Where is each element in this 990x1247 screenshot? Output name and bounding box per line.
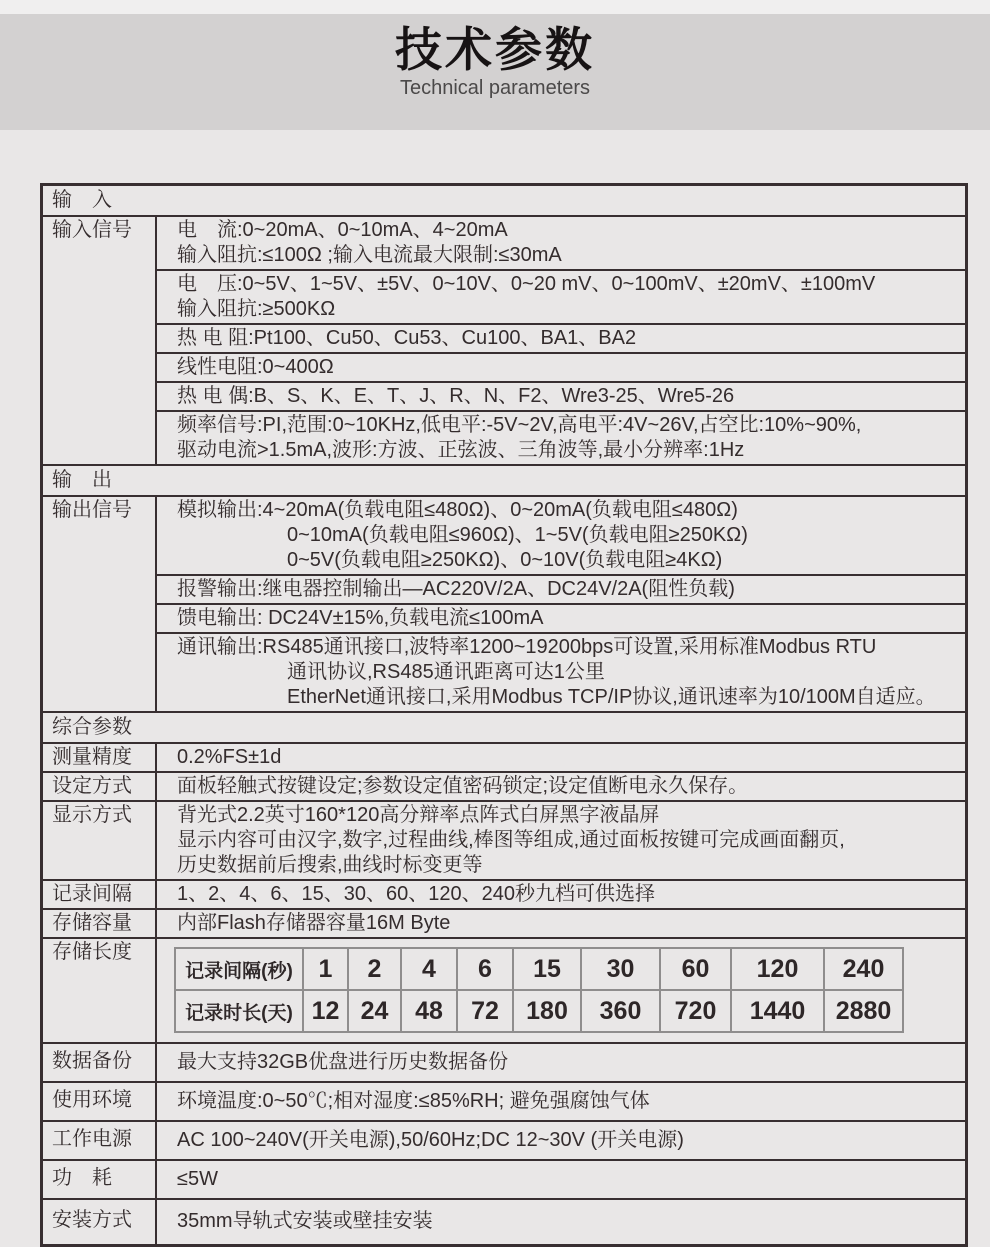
- spec-line: 最大支持32GB优盘进行历史数据备份: [177, 1051, 509, 1073]
- row-label: 存储容量: [43, 910, 157, 937]
- spec-line: 背光式2.2英寸160*120高分辩率点阵式白屏黑字液晶屏: [177, 804, 660, 826]
- spec-line: 面板轻触式按键设定;参数设定值密码锁定;设定值断电永久保存。: [177, 775, 749, 797]
- row-label: 工作电源: [43, 1122, 157, 1159]
- input-linear-resistance-row: [157, 352, 965, 381]
- storage-cell: 6: [457, 948, 513, 990]
- row-consumption: [43, 1159, 965, 1198]
- storage-table: [174, 947, 904, 1033]
- title-band: [0, 14, 990, 130]
- spec-line: 电 流:0~20mA、0~10mA、4~20mA: [177, 219, 508, 241]
- row-record-interval: [43, 879, 965, 908]
- row-setting: [43, 771, 965, 800]
- spec-line: 0.2%FS±1d: [177, 746, 282, 768]
- storage-cell: 60: [660, 948, 731, 990]
- input-voltage-row: [157, 269, 965, 323]
- storage-cell: 360: [581, 990, 660, 1032]
- spec-line: 0~10mA(负载电阻≤960Ω)、1~5V(负载电阻≥250KΩ): [287, 524, 748, 546]
- row-label: 数据备份: [43, 1044, 157, 1081]
- spec-line: ≤5W: [177, 1168, 218, 1190]
- section-header-output: 输 出: [52, 469, 112, 491]
- storage-cell: 4: [401, 948, 457, 990]
- row-label: 使用环境: [43, 1083, 157, 1120]
- row-label: 设定方式: [43, 773, 157, 800]
- spec-line: 0~5V(负载电阻≥250KΩ)、0~10V(负载电阻≥4KΩ): [287, 549, 723, 571]
- row-accuracy: [43, 742, 965, 771]
- output-analog-row: [157, 497, 965, 574]
- spec-line: 历史数据前后搜索,曲线时标变更等: [177, 854, 483, 876]
- row-environment: [43, 1081, 965, 1120]
- spec-line: AC 100~240V(开关电源),50/60Hz;DC 12~30V (开关电源): [177, 1129, 684, 1151]
- row-backup: [43, 1042, 965, 1081]
- spec-line: 热 电 偶:B、S、K、E、T、J、R、N、F2、Wre3-25、Wre5-26: [177, 385, 735, 407]
- storage-cell: 24: [348, 990, 401, 1032]
- storage-cell: 180: [513, 990, 581, 1032]
- storage-cell: 120: [731, 948, 824, 990]
- spec-line: 驱动电流>1.5mA,波形:方波、正弦波、三角波等,最小分辨率:1Hz: [177, 439, 745, 461]
- storage-cell: 2880: [824, 990, 903, 1032]
- row-output-section: [43, 464, 965, 495]
- spec-line: 频率信号:PI,范围:0~10KHz,低电平:-5V~2V,高电平:4V~26V,占空比:10%~90%,: [177, 414, 862, 436]
- input-rtd-row: [157, 323, 965, 352]
- spec-line: 1、2、4、6、15、30、60、120、240秒九档可供选择: [177, 883, 655, 905]
- storage-cell: 72: [457, 990, 513, 1032]
- row-input-section: [43, 186, 965, 215]
- row-output-signal: [43, 495, 965, 711]
- row-label: 安装方式: [43, 1200, 157, 1244]
- storage-row-header: 记录间隔(秒): [175, 948, 303, 990]
- spec-line: EtherNet通讯接口,采用Modbus TCP/IP协议,通讯速率为10/100M自适应。: [287, 686, 936, 708]
- row-label: 显示方式: [43, 802, 157, 879]
- section-header-general: 综合参数: [52, 716, 132, 738]
- spec-line: 热 电 阻:Pt100、Cu50、Cu53、Cu100、BA1、BA2: [177, 327, 637, 349]
- row-display: [43, 800, 965, 879]
- spec-line: 线性电阻:0~400Ω: [177, 356, 334, 378]
- storage-cell: 720: [660, 990, 731, 1032]
- row-installation: [43, 1198, 965, 1244]
- spec-line: 环境温度:0~50℃;相对湿度:≤85%RH; 避免强腐蚀气体: [177, 1090, 650, 1112]
- spec-line: 通讯协议,RS485通讯距离可达1公里: [287, 661, 605, 683]
- row-label: 输入信号: [43, 217, 157, 464]
- storage-cell: 12: [303, 990, 348, 1032]
- storage-cell: 48: [401, 990, 457, 1032]
- row-storage-capacity: [43, 908, 965, 937]
- spec-line: 馈电输出: DC24V±15%,负载电流≤100mA: [177, 607, 544, 629]
- storage-row-header: 记录时长(天): [175, 990, 303, 1032]
- storage-duration-row: [175, 990, 903, 1032]
- row-label: 记录间隔: [43, 881, 157, 908]
- output-feed-row: [157, 603, 965, 632]
- row-power: [43, 1120, 965, 1159]
- page-title: 技术参数: [395, 23, 595, 76]
- row-storage-length: [43, 937, 965, 1042]
- storage-interval-row: [175, 948, 903, 990]
- input-frequency-row: [157, 410, 965, 464]
- row-label: 测量精度: [43, 744, 157, 771]
- input-current-row: [157, 217, 965, 269]
- storage-cell: 15: [513, 948, 581, 990]
- storage-table-wrap: [157, 939, 965, 1042]
- spec-line: 内部Flash存储器容量16M Byte: [177, 912, 451, 934]
- page-subtitle: Technical parameters: [399, 77, 591, 99]
- row-label: 功 耗: [43, 1161, 157, 1198]
- spec-line: 模拟输出:4~20mA(负载电阻≤480Ω)、0~20mA(负载电阻≤480Ω): [177, 499, 738, 521]
- spec-table: [40, 183, 968, 1247]
- spec-line: 输入阻抗:≥500KΩ: [177, 298, 336, 320]
- row-label: 输出信号: [43, 497, 157, 711]
- spec-line: 通讯输出:RS485通讯接口,波特率1200~19200bps可设置,采用标准Modbus RTU: [177, 636, 877, 658]
- storage-cell: 30: [581, 948, 660, 990]
- output-alarm-row: [157, 574, 965, 603]
- storage-cell: 2: [348, 948, 401, 990]
- storage-cell: 1: [303, 948, 348, 990]
- spec-line: 电 压:0~5V、1~5V、±5V、0~10V、0~20 mV、0~100mV、±20mV、±100mV: [177, 273, 876, 295]
- row-label: 存储长度: [43, 939, 157, 1042]
- storage-cell: 240: [824, 948, 903, 990]
- spec-line: 输入阻抗:≤100Ω ;输入电流最大限制:≤30mA: [177, 244, 562, 266]
- storage-cell: 1440: [731, 990, 824, 1032]
- spec-line: 报警输出:继电器控制输出—AC220V/2A、DC24V/2A(阻性负载): [177, 578, 735, 600]
- spec-line: 显示内容可由汉字,数字,过程曲线,棒图等组成,通过面板按键可完成画面翻页,: [177, 829, 845, 851]
- input-thermocouple-row: [157, 381, 965, 410]
- spec-line: 35mm导轨式安装或壁挂安装: [177, 1210, 433, 1232]
- top-strip: [0, 0, 990, 14]
- row-general-section: [43, 711, 965, 742]
- section-header-input: 输 入: [52, 189, 112, 211]
- row-input-signal: [43, 215, 965, 464]
- output-comm-row: [157, 632, 965, 711]
